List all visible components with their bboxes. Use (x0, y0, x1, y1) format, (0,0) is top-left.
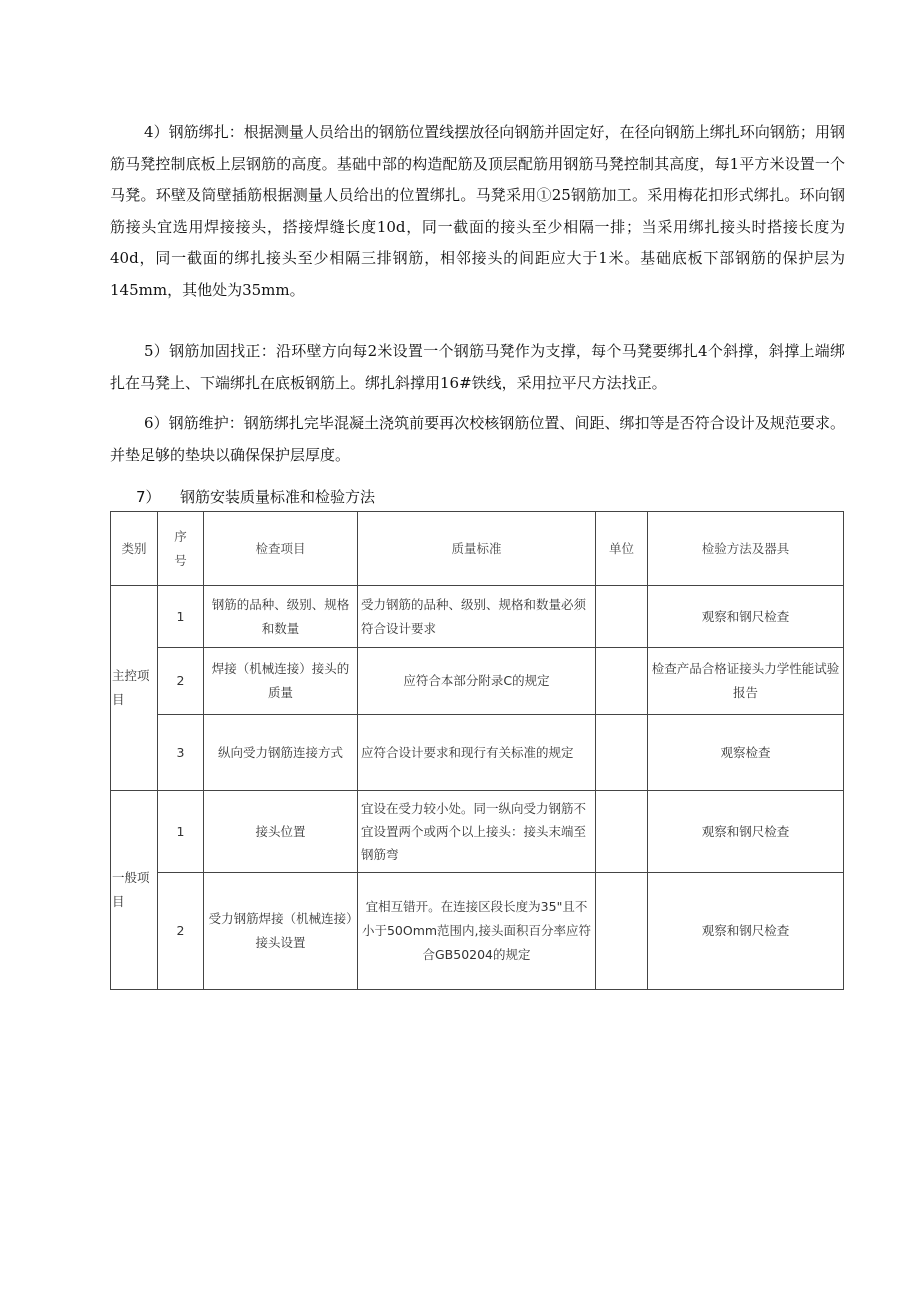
row-method: 观察和钢尺检查 (648, 873, 844, 990)
row-standard: 应符合设计要求和现行有关标准的规定 (358, 715, 596, 791)
row-method: 观察和钢尺检查 (648, 586, 844, 648)
header-method: 检验方法及器具 (648, 512, 844, 586)
row-standard: 宜相互错开。在连接区段长度为35"且不小于50Omm范围内,接头面积百分率应符合GB50204的规定 (358, 873, 596, 990)
table-caption (136, 486, 375, 507)
category-general: 一般项目 (111, 791, 158, 990)
table-row (111, 648, 844, 715)
paragraph-rebar-maintenance: 6）钢筋维护：钢筋绑扎完毕混凝土浇筑前要再次校核钢筋位置、间距、绑扣等是否符合设计及规范要求。并垫足够的垫块以确保保护层厚度。 (110, 414, 845, 464)
paragraph-rebar-reinforcement: 5）钢筋加固找正：沿环壁方向每2米设置一个钢筋马凳作为支撑，每个马凳要绑扎4个斜撑，斜撑上端绑扎在马凳上、下端绑扎在底板钢筋上。绑扎斜撑用16#铁线，采用拉平尺方法找正。 (110, 342, 845, 392)
header-category: 类别 (111, 512, 158, 586)
row-unit (596, 648, 648, 715)
row-item: 受力钢筋焊接（机械连接）接头设置 (204, 873, 358, 990)
paragraph-rebar-binding: 4）钢筋绑扎：根据测量人员给出的钢筋位置线摆放径向钢筋并固定好，在径向钢筋上绑扎环向钢筋；用钢筋马凳控制底板上层钢筋的高度。基础中部的构造配筋及顶层配筋用钢筋马凳控制其高度，每1平方米设置一个马凳。环壁及筒壁插筋根据测量人员给出的位置绑扎。马凳采用①25钢筋加工。采用梅花扣形式绑扎。环向钢筋接头宜选用焊接接头，搭接焊缝长度10d，同一截面的接头至少相隔一排；当采用绑扎接头时搭接长度为40d，同一截面的绑扎接头至少相隔三排钢筋，相邻接头的间距应大于1米。基础底板下部钢筋的保护层为145mm，其他处为35mm。 (110, 123, 845, 299)
header-item: 检查项目 (204, 512, 358, 586)
row-unit (596, 791, 648, 873)
row-seq: 3 (158, 715, 204, 791)
table-row (111, 791, 844, 873)
row-unit (596, 586, 648, 648)
row-item: 钢筋的品种、级别、规格和数量 (204, 586, 358, 648)
table-header-row (111, 512, 844, 586)
header-unit: 单位 (596, 512, 648, 586)
row-seq: 1 (158, 791, 204, 873)
row-method: 观察检查 (648, 715, 844, 791)
category-main: 主控项目 (111, 586, 158, 791)
row-seq: 1 (158, 586, 204, 648)
header-standard: 质量标准 (358, 512, 596, 586)
row-item: 纵向受力钢筋连接方式 (204, 715, 358, 791)
row-unit (596, 873, 648, 990)
row-standard: 宜设在受力较小处。同一纵向受力钢筋不宜设置两个或两个以上接头：接头末端至钢筋弯 (358, 791, 596, 873)
table-row (111, 873, 844, 990)
table-caption-number: 7） (136, 488, 161, 506)
row-seq: 2 (158, 648, 204, 715)
row-standard: 应符合本部分附录C的规定 (358, 648, 596, 715)
row-unit (596, 715, 648, 791)
header-seq: 序号 (158, 512, 204, 586)
table-caption-title: 钢筋安装质量标准和检验方法 (180, 488, 376, 506)
row-method: 观察和钢尺检查 (648, 791, 844, 873)
table-row (111, 586, 844, 648)
table-row (111, 715, 844, 791)
row-item: 焊接（机械连接）接头的质量 (204, 648, 358, 715)
row-item: 接头位置 (204, 791, 358, 873)
row-method: 检查产品合格证接头力学性能试验报告 (648, 648, 844, 715)
quality-standard-table (110, 511, 844, 990)
row-standard: 受力钢筋的品种、级别、规格和数量必须符合设计要求 (358, 586, 596, 648)
row-seq: 2 (158, 873, 204, 990)
